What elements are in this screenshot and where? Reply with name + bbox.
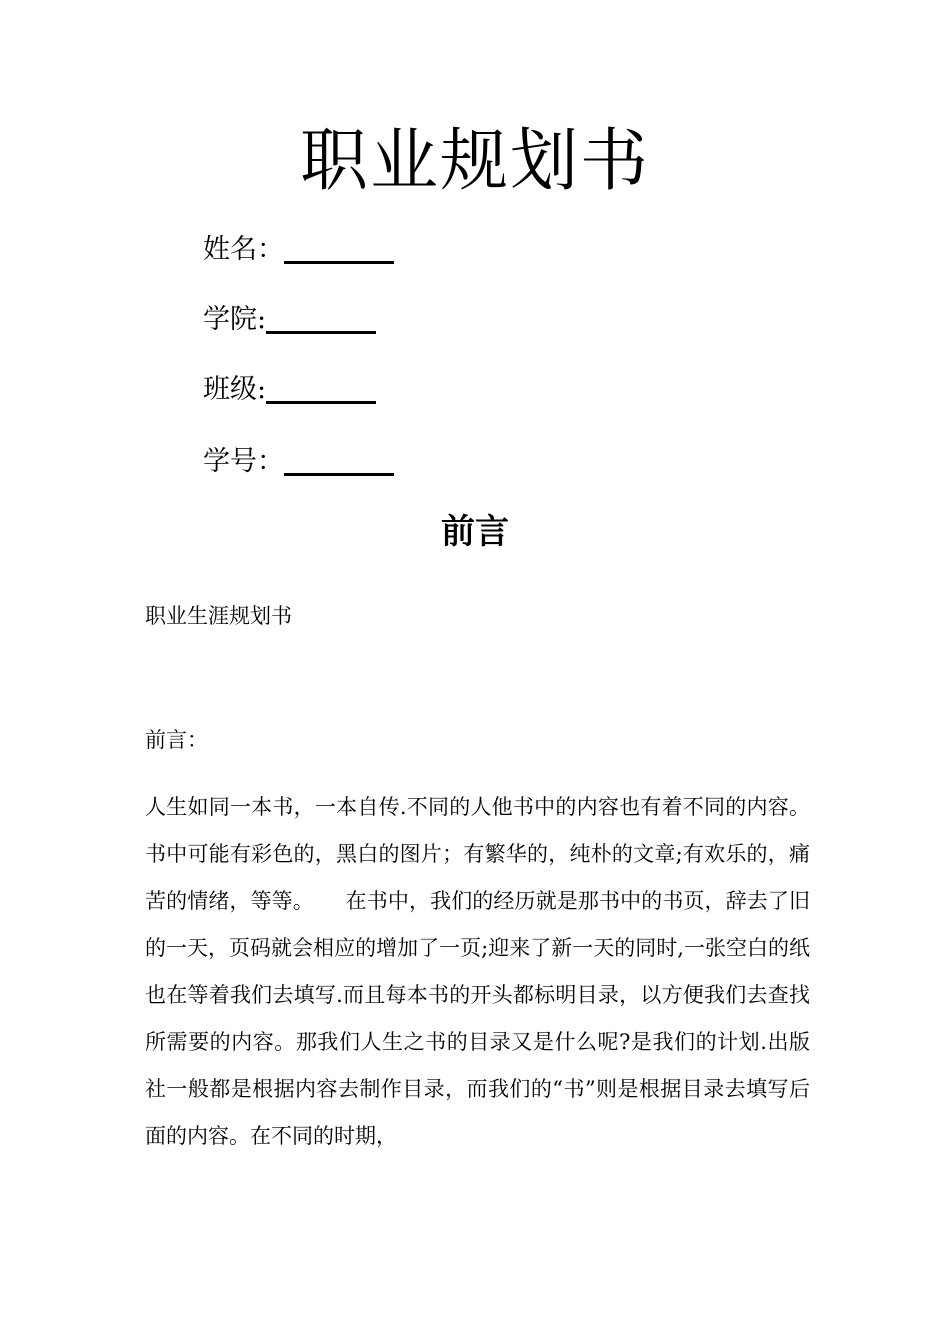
student-id-blank-line[interactable] xyxy=(284,447,394,476)
subtitle-line: 职业生涯规划书 xyxy=(145,604,292,628)
name-field xyxy=(203,232,394,268)
student-id-field xyxy=(203,444,394,480)
class-field xyxy=(203,372,376,408)
name-blank-line[interactable] xyxy=(284,235,394,264)
preface-label: 前言： xyxy=(145,728,208,752)
college-field xyxy=(203,302,376,338)
college-blank-line[interactable] xyxy=(266,305,376,334)
name-label: 姓名： xyxy=(203,234,284,265)
body-paragraph: 人生如同一本书，一本自传.不同的人他书中的内容也有着不同的内容。书中可能有彩色的，黑白的图片；有繁华的，纯朴的文章;有欢乐的，痛苦的情绪，等等。 在书中，我们的经历就是那书中的书页，辞去了旧的一天，页码就会相应的增加了一页;迎来了新一天的同时,一张空白的纸也在等着我们去填写.而且每本书的开头都标明目录，以方便我们去查找所需要的内容。那我们人生之书的目录又是什么呢?是我们的计划.出版社一般都是根据内容去制作目录，而我们的“书”则是根据目录去填写后面的内容。在不同的时期， xyxy=(145,795,810,1148)
student-id-label: 学号： xyxy=(203,446,284,477)
section-heading: 前言 xyxy=(441,512,509,552)
class-label: 班级: xyxy=(203,374,267,405)
class-blank-line[interactable] xyxy=(266,375,376,404)
college-label: 学院: xyxy=(203,304,267,335)
document-title: 职业规划书 xyxy=(299,122,650,201)
